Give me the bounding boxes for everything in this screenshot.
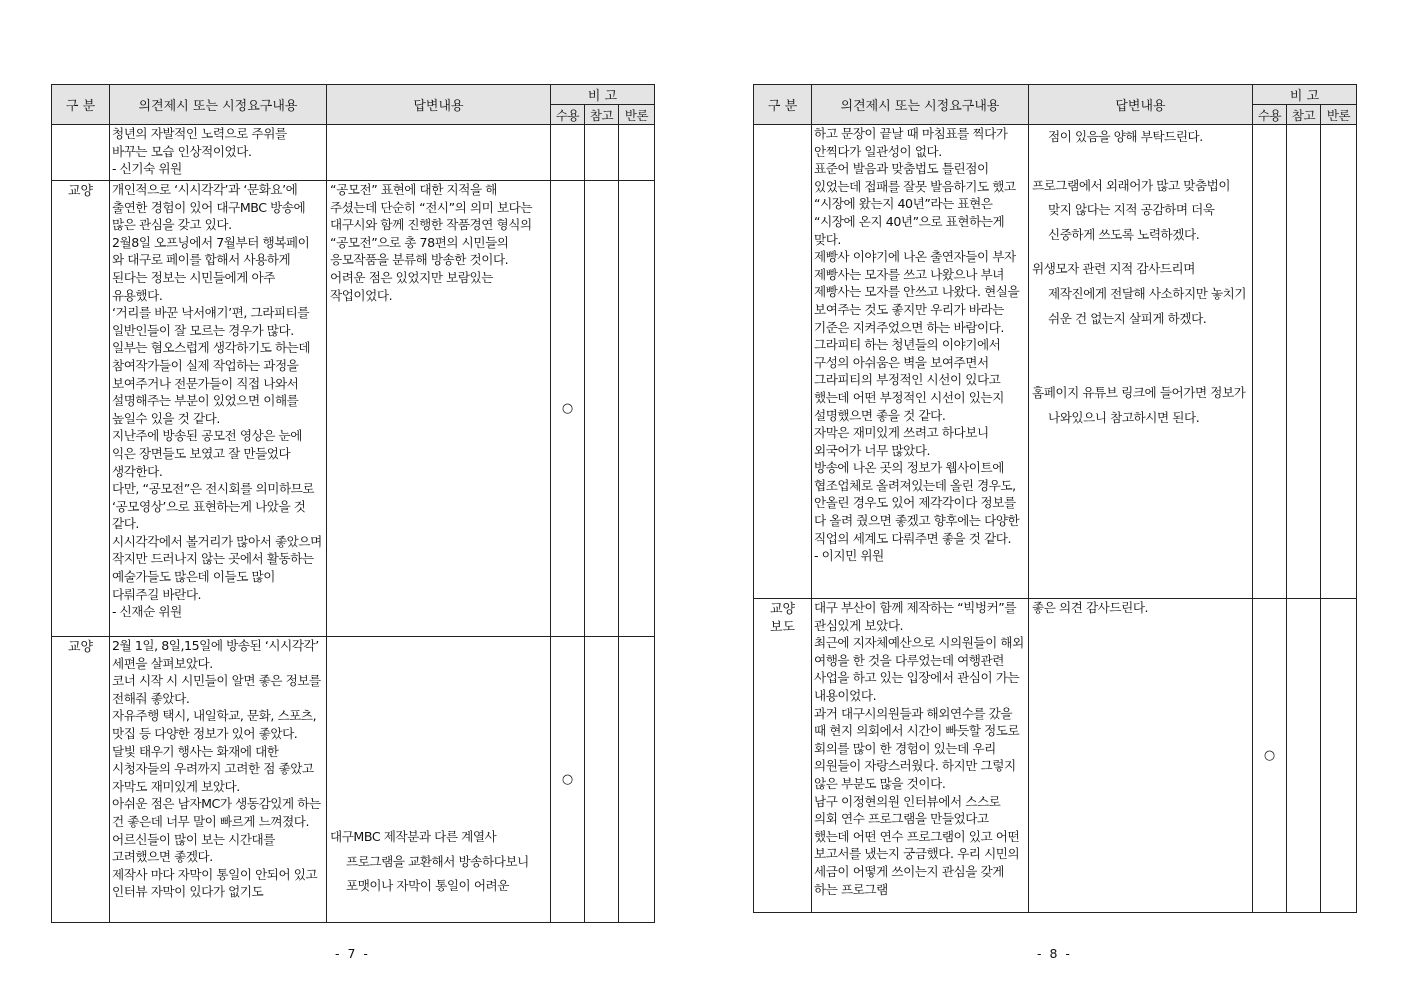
opinion-paragraph: ‘거리를 바꾼 낙서얘기’편, 그라피티를 일반인들이 잘 모르는 경우가 많다. 일부는 혐오스럽게 생각하기도 하는데 참여작가들이 실제 작업하는 과정을 보여주거나 전문가들이 직접 나와서 설명해주는 부분이 있었으면 이해를 높일수 있을 것 같다. [112, 305, 311, 426]
answer-paragraph: 대구MBC 제작분과 다른 계열사 프로그램을 교환해서 방송하다보니 포맷이나 자막이 통일이 어려운 [330, 829, 529, 894]
opinion-paragraph: 남구 이정현의원 인터뷰에서 스스로 의회 연수 프로그램을 만들었다고 했는데 어떤 연수 프로그램이 있고 어떤 보고서를 냈는지 궁금했다. 우리 시민의 세금이 어떻게 쓰이는지 관심을 갖게 하는 프로그램 [814, 793, 1020, 897]
reference-cell [585, 125, 619, 181]
answer-cell [327, 125, 551, 181]
opinion-paragraph: 다만, “공모전”은 전시회를 의미하므로 ‘공모영상’으로 표현하는게 나았을 것 같다. [112, 481, 315, 532]
answer-paragraph: 좋은 의견 감사드린다. [1032, 600, 1149, 615]
accept-mark: ○ [551, 637, 585, 923]
opinion-paragraph: 그라피티 하는 청년들의 이야기에서 구성의 아쉬움은 벽을 보여주면서 그라피티의 부정적인 시선이 있다고 했는데 어떤 부정적인 시선이 있는지 설명했으면 좋을 것 같다. [814, 337, 1004, 423]
opinion-paragraph: 달빛 태우기 행사는 화재에 대한 시청자들의 우려까지 고려한 점 좋았고 자막도 재미있게 보았다. [112, 743, 314, 794]
opinion-paragraph: 하고 문장이 끝날 때 마침표를 찍다가 안찍다가 일관성이 없다. [814, 126, 1008, 159]
opinion-paragraph: 대구 부산이 함께 제작하는 “빅벙커”를 관심있게 보았다. [814, 600, 1017, 633]
refute-cell [619, 181, 655, 637]
accept-mark: ○ [1253, 599, 1287, 913]
refute-cell [619, 637, 655, 923]
accept-mark: ○ [551, 181, 585, 637]
header-answer: 답변내용 [327, 85, 551, 125]
opinion-paragraph: 지난주에 방송된 공모전 영상은 눈에 익은 장면들도 보였고 잘 만들었다 생각한다. [112, 428, 302, 479]
header-category: 구 분 [754, 85, 812, 125]
opinion-cell [812, 599, 1029, 913]
opinion-cell [110, 637, 327, 923]
reference-cell [585, 181, 619, 637]
opinion-paragraph: 시시각각에서 볼거리가 많아서 좋았으며 작지만 드러나지 않는 곳에서 활동하는 예술가들도 많은데 이들도 많이 다뤄주길 바란다. [112, 533, 322, 602]
page-8 [753, 84, 1356, 913]
accept-cell [1253, 125, 1287, 599]
answer-paragraph: “공모전” 표현에 대한 지적을 해 주셨는데 단순히 “전시”의 의미 보다는 대구시와 함께 진행한 작품경연 형식의 “공모전”으로 총 78편의 시민들의 응모작품을 분류해 방송한 것이다. [330, 182, 533, 268]
answer-cell [1029, 125, 1253, 599]
reference-cell [585, 637, 619, 923]
reference-cell [1287, 599, 1321, 913]
header-reference: 참고 [1287, 105, 1321, 125]
answer-cell [327, 637, 551, 923]
table-row [52, 181, 655, 637]
answer-paragraph: 프로그램에서 외래어가 많고 맞춤법이 맞지 않다는 지적 공감하며 더욱 신중하게 쓰도록 노력하겠다. [1032, 177, 1231, 242]
header-refute: 반론 [1321, 105, 1357, 125]
opinion-paragraph: 자막은 재미있게 쓰려고 하다보니 외국어가 너무 많았다. [814, 425, 989, 458]
opinion-paragraph: 자유주행 택시, 내일학교, 문화, 스포츠, 맛집 등 다양한 정보가 있어 좋았다. [112, 708, 317, 741]
opinion-paragraph: 과거 대구시의원들과 해외연수를 갔을 때 현지 의회에서 시간이 빠듯할 정도로 회의를 많이 한 경험이 있는데 우리 의원들이 자랑스러웠다. 하지만 그렇지 않은 부분도 많을 것이다. [814, 705, 1020, 791]
reference-cell [1287, 125, 1321, 599]
refute-cell [1321, 599, 1357, 913]
category-label: 교양 보도 [769, 602, 796, 635]
opinion-paragraph: 제작사 마다 자막이 통일이 안되어 있고 인터뷰 자막이 있다가 없기도 [112, 866, 318, 900]
opinion-paragraph: 청년의 자발적인 노력으로 주위를 바꾸는 모습 인상적이었다. [112, 126, 287, 159]
opinion-paragraph: 방송에 나온 곳의 정보가 웹사이트에 협조업체로 올려져있는데 올린 경우도, 안올린 경우도 있어 제각각이다 정보를 다 올려 줬으면 좋겠고 향후에는 다양한 직업의 세계도 다뤄주면 좋을 것 같다. [814, 460, 1020, 546]
header-accept: 수용 [551, 105, 585, 125]
category-cell [754, 125, 812, 599]
opinion-table [51, 84, 655, 923]
answer-paragraph: 점이 있음을 양해 부탁드린다. [1048, 129, 1203, 144]
category-cell [754, 599, 812, 913]
opinion-paragraph: 2월 1일, 8일,15일에 방송된 ‘시시각각’ 세편을 살펴보았다. [112, 638, 319, 671]
refute-cell [1321, 125, 1357, 599]
answer-paragraph: 어려운 점은 있었지만 보람있는 작업이었다. [330, 269, 493, 303]
table-row [52, 125, 655, 181]
header-remarks: 비 고 [551, 85, 655, 105]
opinion-paragraph: 제빵사 이야기에 나온 출연자들이 부자 제빵사는 모자를 쓰고 나왔으나 부녀 제빵사는 모자를 안쓰고 나왔다. 현실을 보여주는 것도 좋지만 우리가 바라는 기준은 지켜주었으면 하는 바람이다. [814, 249, 1020, 335]
category-cell: 교양 [52, 181, 110, 637]
header-remarks: 비 고 [1253, 85, 1357, 105]
page-number: - 7 - [335, 946, 370, 961]
opinion-table [753, 84, 1357, 913]
opinion-paragraph: - 이지민 위원 [814, 548, 884, 564]
header-refute: 반론 [619, 105, 655, 125]
opinion-paragraph: 아쉬운 점은 남자MC가 생동감있게 하는 건 좋은데 너무 말이 빠르게 느껴졌다. 어르신들이 많이 보는 시간대를 고려했으면 좋겠다. [112, 796, 321, 865]
opinion-paragraph: 최근에 지자체예산으로 시의원들이 해외 여행을 한 것을 다루었는데 여행관련 사업을 하고 있는 입장에서 관심이 가는 내용이었다. [814, 635, 1024, 703]
opinion-paragraph: - 신재순 위원 [112, 604, 182, 620]
header-opinion: 의견제시 또는 시정요구내용 [110, 85, 327, 125]
opinion-cell [110, 181, 327, 637]
header-accept: 수용 [1253, 105, 1287, 125]
opinion-cell [812, 125, 1029, 599]
table-row [754, 125, 1357, 599]
opinion-paragraph: 코너 시작 시 시민들이 알면 좋은 정보를 전해줘 좋았다. [112, 673, 321, 706]
answer-cell [327, 181, 551, 637]
answer-cell [1029, 599, 1253, 913]
answer-paragraph: 홈페이지 유튜브 링크에 들어가면 정보가 나와있으니 참고하시면 된다. [1032, 385, 1246, 425]
header-answer: 답변내용 [1029, 85, 1253, 125]
opinion-paragraph: 표준어 발음과 맞춤법도 틀린점이 있었는데 접패를 잘못 발음하기도 했고 “시장에 왔는지 40년”라는 표현은 “시장에 온지 40년”으로 표현하는게 맞다. [814, 161, 1016, 247]
table-row [52, 637, 655, 923]
opinion-paragraph: - 신기숙 위원 [112, 161, 182, 177]
page-7 [51, 84, 654, 923]
opinion-paragraph: 2월8일 오프닝에서 7월부터 행복페이 와 대구로 페이를 합해서 사용하게 된다는 정보는 시민들에게 아주 유용했다. [112, 234, 310, 303]
opinion-cell [110, 125, 327, 181]
answer-paragraph: 위생모자 관련 지적 감사드리며 제작진에게 전달해 사소하지만 놓치기 쉬운 건 없는지 살피게 하겠다. [1032, 261, 1247, 326]
category-cell: 교양 [52, 637, 110, 923]
header-category: 구 분 [52, 85, 110, 125]
header-reference: 참고 [585, 105, 619, 125]
refute-cell [619, 125, 655, 181]
table-row [754, 599, 1357, 913]
category-cell [52, 125, 110, 181]
page-number: - 8 - [1037, 946, 1072, 961]
opinion-paragraph: 개인적으로 ‘시시각각’과 ‘문화요’에 출연한 경험이 있어 대구MBC 방송에 많은 관심을 갖고 있다. [112, 182, 306, 233]
accept-cell [551, 125, 585, 181]
header-opinion: 의견제시 또는 시정요구내용 [812, 85, 1029, 125]
